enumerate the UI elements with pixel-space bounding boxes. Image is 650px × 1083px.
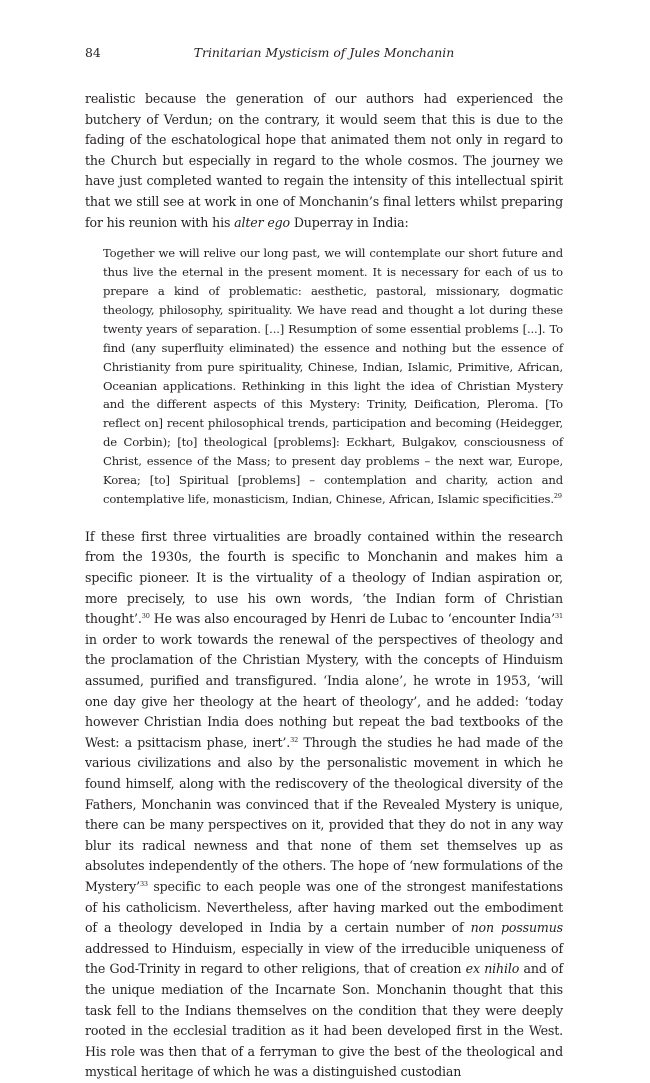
footnote-ref-33: 33 [139,879,148,888]
paragraph-2-italic-1: non possumus [470,920,563,936]
paragraph-1 [85,89,563,233]
paragraph-1-text-c: Duperray in India: [289,214,409,230]
paragraph-2 [85,527,563,1083]
paragraph-2-text-1: If these first three virtualities are broadly contained within the research from the 1930s, the fourth is specific to Monchanin and makes him a specific pioneer. It is the virtuality of a theology of Indian aspiration or, more precisely, to use his own words, ‘the Indian form of Christian thought’. [85,528,563,627]
paragraph-1-text-a: realistic because the generation of our authors had experienced the butchery of Verdun; on the contrary, it would seem that this is due to the fading of the eschatological hope that animated them not only in regard to the Church but especially in regard to the whole cosmos. The journey we have just completed wanted to regain the intensity of this intellectual spirit that we still see at work in one of Monchanin’s final letters whilst preparing for his reunion with his [85,91,563,230]
paragraph-2-text-5: specific to each people was one of the strongest manifestations of his catholicism. Nevertheless, after having marked out the embodiment of a theology developed in India by a certain number of [85,878,563,936]
paragraph-2-italic-2: ex nihilo [465,961,520,977]
paragraph-2-text-6: addressed to Hinduism, especially in view of the irreducible uniqueness of the God-Trinity in regard to other religions, that of creation [85,940,563,977]
paragraph-1-italic: alter ego [234,214,290,230]
footnote-ref-31: 31 [555,612,563,621]
footnote-ref-29: 29 [553,491,562,500]
running-title: Trinitarian Mysticism of Jules Monchanin [193,45,455,60]
paragraph-2-text-4: Through the studies he had made of the various civilizations and also by the personalistic movement in which he found himself, along with the rediscovery of the theological diversity of the Fathers, Monchanin was convinced that if the Revealed Mystery is unique, there can be many perspectives on it, provided that they do not in any way blur its radical newness and that none of them set themselves up as absolutes independently of the others. The hope of ‘new formulations of the Mystery’ [85,734,563,894]
paragraph-2-text-2: He was also encouraged by Henri de Lubac to ‘encounter India’ [149,611,556,627]
block-quote-text: Together we will relive our long past, we will contemplate our short future and thus live the eternal in the present moment. It is necessary for each of us to prepare a kind of problematic: aesthetic, pastoral, missionary, dogmatic theology, philosophy, spirituality. We have read and thought a lot during these twenty years of separation. [...] Resumption of some essential problems [...]. To find (any superfluity eliminated) the essence and nothing but the essence of Christianity from pure spirituality, Chinese, Indian, Islamic, Primitive, African, Oceanian applications. Rethinking in this light the idea of Christian Mystery and the different aspects of this Mystery: Trinity, Deification, Pleroma. [To reflect on] recent philosophical trends, participation and becoming (Heidegger, de Corbin); [to] theological [problems]: Eckhart, Bulgakov, consciousness of Christ, essence of the Mass; to present day problems – the next war, Europe, Korea; [to] Spiritual [problems] – contemplation and charity, action and contemplative life, monasticism, Indian, Chinese, African, Islamic specificities. [103,246,563,506]
footnote-ref-32: 32 [290,735,299,744]
paragraph-2-text-3: in order to work towards the renewal of the perspectives of theology and the proclamation of the Christian Mystery, with the concepts of Hinduism assumed, purified and transfigured. ‘India alone’, he wrote in 1953, ‘will one day give her theology at the heart of theology’, and he added: ‘today however Christian India does nothing but repeat the bad textbooks of the West: a psittacism phase, inert’. [85,631,563,750]
page-number: 84 [85,45,101,60]
footnote-ref-30: 30 [141,612,150,621]
running-header [85,44,563,62]
body-text [85,89,563,1083]
paragraph-2-text-7: and of the unique mediation of the Incarnate Son. Monchanin thought that this task fell to the Indians themselves on the condition that they were deeply rooted in the ecclesial tradition as it had been developed first in the West. His role was then that of a ferryman to give the best of the theological and mystical heritage of which he was a distinguished custodian [85,961,563,1080]
block-quote [103,244,563,509]
